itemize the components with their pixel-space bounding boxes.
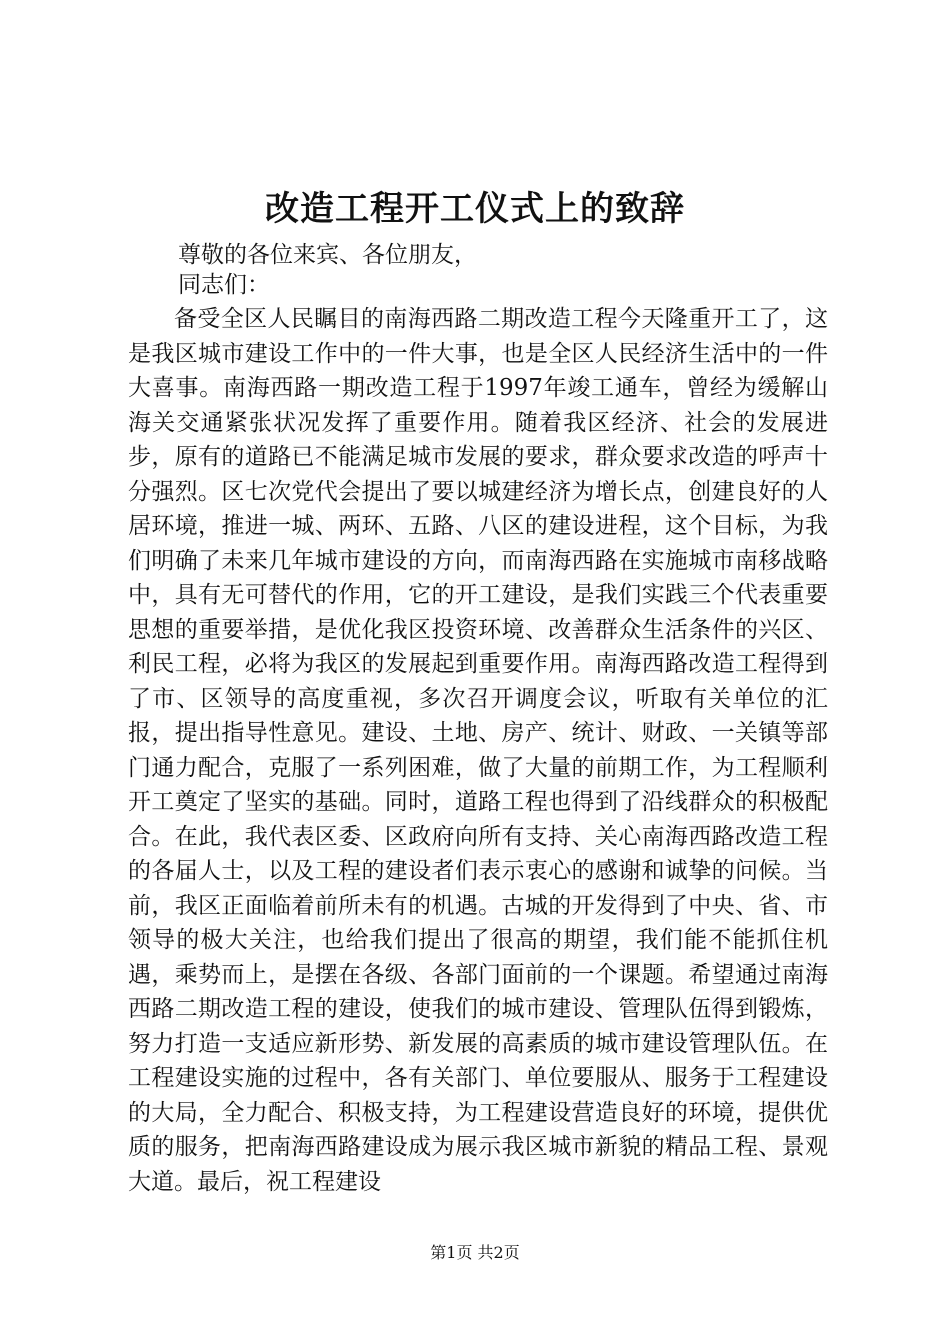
page-number-footer: 第1页 共2页 bbox=[430, 1243, 520, 1262]
salutation-comrades: 同志们： bbox=[178, 272, 270, 298]
salutation-guests: 尊敬的各位来宾、各位朋友， bbox=[178, 242, 477, 268]
speech-body-paragraph: 备受全区人民瞩目的南海西路二期改造工程今天隆重开工了，这是我区城市建设工作中的一件大事，也是全区人民经济生活中的一件大喜事。南海西路一期改造工程于1997年竣工通车，曾经为缓解山海关交通紧张状况发挥了重要作用。随着我区经济、社会的发展进步，原有的道路已不能满足城市发展的要求，群众要求改造的呼声十分强烈。区七次党代会提出了要以城建经济为增长点，创建良好的人居环境，推进一城、两环、五路、八区的建设进程，这个目标，为我们明确了未来几年城市建设的方向，而南海西路在实施城市南移战略中，具有无可替代的作用，它的开工建设，是我们实践三个代表重要思想的重要举措，是优化我区投资环境、改善群众生活条件的兴区、利民工程，必将为我区的发展起到重要作用。南海西路改造工程得到了市、区领导的高度重视，多次召开调度会议，听取有关单位的汇报，提出指导性意见。建设、土地、房产、统计、财政、一关镇等部门通力配合，克服了一系列困难，做了大量的前期工作，为工程顺利开工奠定了坚实的基础。同时，道路工程也得到了沿线群众的积极配合。在此，我代表区委、区政府向所有支持、关心南海西路改造工程的各届人士，以及工程的建设者们表示衷心的感谢和诚挚的问候。当前，我区正面临着前所未有的机遇。古城的开发得到了中央、省、市领导的极大关注，也给我们提出了很高的期望，我们能不能抓住机遇，乘势而上，是摆在各级、各部门面前的一个课题。希望通过南海西路二期改造工程的建设，使我们的城市建设、管理队伍得到锻炼，努力打造一支适应新形势、新发展的高素质的城市建设管理队伍。在工程建设实施的过程中，各有关部门、单位要服从、服务于工程建设的大局，全力配合、积极支持，为工程建设营造良好的环境，提供优质的服务，把南海西路建设成为展示我区城市新貌的精品工程、景观大道。最后，祝工程建设 bbox=[128, 306, 828, 1195]
document-title: 改造工程开工仪式上的致辞 bbox=[265, 189, 685, 229]
